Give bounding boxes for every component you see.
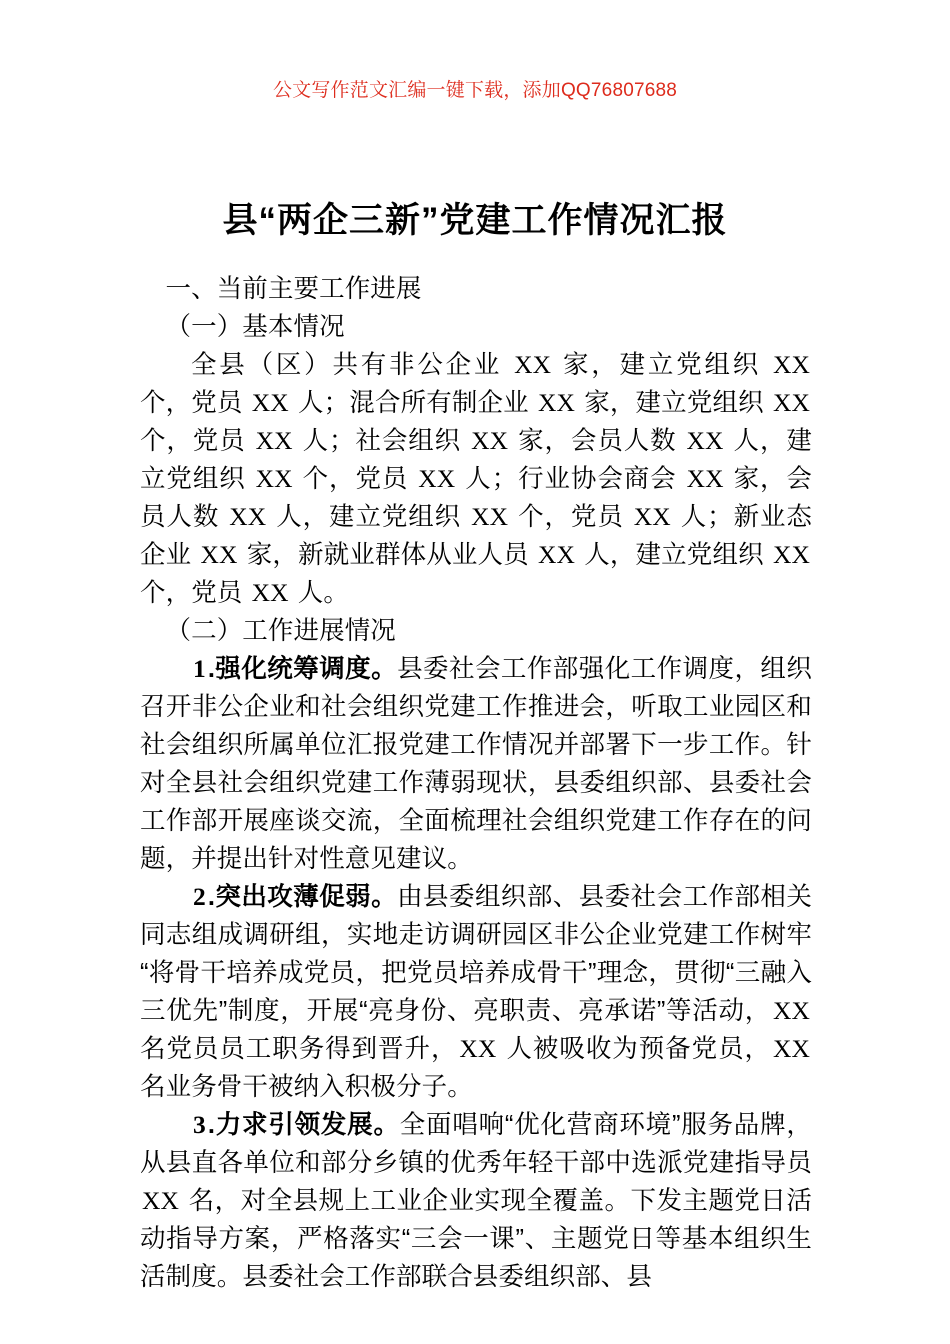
paragraph-item-1 (140, 650, 812, 878)
paragraph-basic-situation: 全县（区）共有非公企业 XX 家，建立党组织 XX 个，党员 XX 人；混合所有制企业 XX 家，建立党组织 XX 个，党员 XX 人；社会组织 XX 家，会员人数 XX 人，建立党组织 XX 个，党员 XX 人；行业协会商会 XX 家，会员人数 XX 人，建立党组织 XX 个，党员 XX 人；新业态企业 XX 家，新就业群体从业人员 XX 人，建立党组织 XX 个，党员 XX 人。 (140, 350, 812, 607)
paragraph-item-1-lead: 1.强化统筹调度。 (193, 654, 398, 683)
document-title (0, 197, 950, 245)
document-title-text: 县“两企三新”党建工作情况汇报 (222, 201, 728, 241)
document-body (140, 270, 812, 1296)
paragraph-item-2-lead: 2.突出攻薄促弱。 (193, 882, 398, 911)
paragraph-item-3 (140, 1106, 812, 1296)
paragraph-item-3-body: 全面唱响“优化营商环境”服务品牌，从县直各单位和部分乡镇的优秀年轻干部中选派党建指导员 XX 名，对全县规上工业企业实现全覆盖。下发主题党日活动指导方案，严格落实“三会一课”、主题党日等基本组织生活制度。县委社会工作部联合县委组织部、县 (140, 1111, 812, 1291)
paragraph-item-1-body: 县委社会工作部强化工作调度，组织召开非公企业和社会组织党建工作推进会，听取工业园区和社会组织所属单位汇报党建工作情况并部署下一步工作。针对全县社会组织党建工作薄弱现状，县委组织部、县委社会工作部开展座谈交流，全面梳理社会组织党建工作存在的问题，并提出针对性意见建议。 (140, 655, 812, 873)
paragraph-item-2-body: 由县委组织部、县委社会工作部相关同志组成调研组，实地走访调研园区非公企业党建工作树牢“将骨干培养成党员，把党员培养成骨干”理念，贯彻“三融入三优先”制度，开展“亮身份、亮职责、亮承诺”等活动，XX 名党员员工职务得到晋升，XX 人被吸收为预备党员，XX 名业务骨干被纳入积极分子。 (140, 883, 812, 1101)
section-subheading-basic-situation: （一）基本情况 (165, 313, 345, 341)
paragraph-item-3-lead: 3.力求引领发展。 (193, 1110, 400, 1139)
section-heading-level-1: 一、当前主要工作进展 (165, 275, 422, 303)
section-subheading-work-progress: （二）工作进展情况 (165, 617, 396, 645)
paragraph-item-2 (140, 878, 812, 1106)
promo-banner-text: 公文写作范文汇编一键下载，添加QQ76807688 (272, 80, 678, 101)
